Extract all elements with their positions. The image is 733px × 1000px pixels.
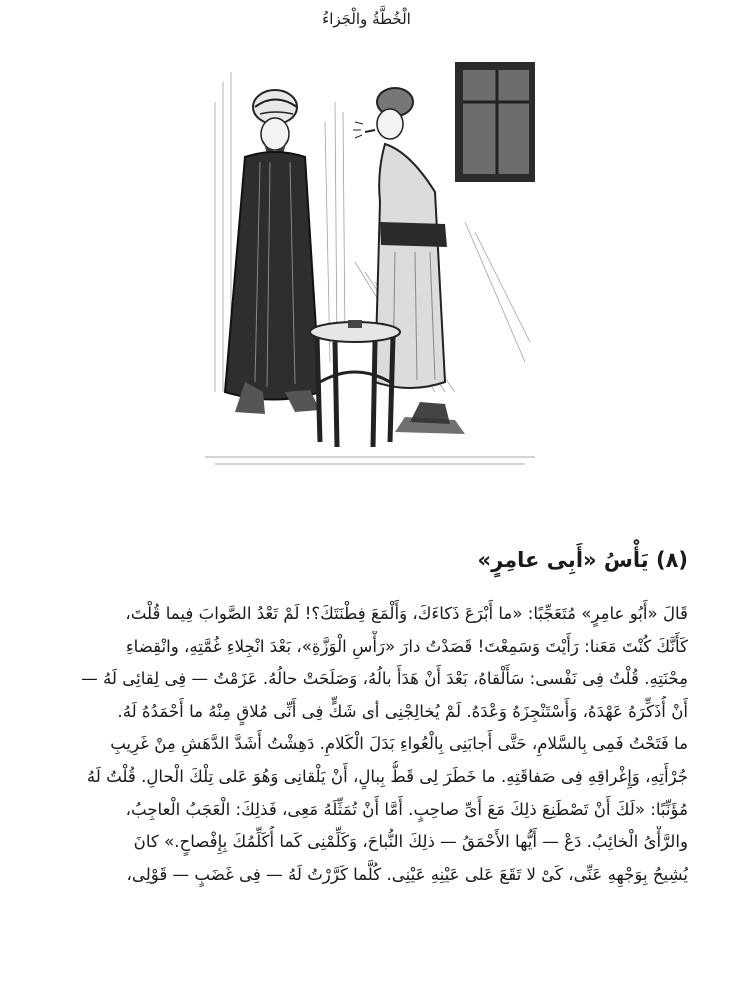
body-line: جُرْأَتِهِ، وَإِغْراقِهِ فِى صَفاقَتِهِ. ما خَطَرَ لِى قَطُّ بِبالٍ، أَنْ يَلْقانِى وَهُوَ عَلى تِلْكَ الْحالِ. قُلْتُ لَهُ: [86, 766, 688, 786]
older-man-figure: [225, 90, 320, 414]
running-header: الْخُطَّةُ والْجَزاءُ: [322, 10, 411, 28]
illustration-two-men-and-table-icon: [205, 62, 535, 470]
chapter-heading: (٨) يَأْسُ «أَبِى عامِرٍ»: [477, 548, 688, 572]
body-line: كَأَنَّكَ كُنْتَ مَعَنا: رَأَيْتَ وَسَمِعْتَ! قَصَدْتُ دارَ «رَأْسِ الْوَزَّةِ»، بَعْدَ انْجِلاءِ غُمَّتِهِ، وانْقِضاءِ: [125, 636, 688, 656]
body-line: ما فَتَحْتُ فَمِى بِالسَّلامِ، حَتَّى أَجابَنِى بِالْعُواءِ بَدَلَ الْكَلامِ. دَهِشْتُ أَشَدَّ الدَّهَشِ مِنْ غَرِيبِ: [110, 734, 688, 754]
body-line: قَالَ «أَبُو عامِرٍ» مُتَعَجِّبًا: «ما أَبْرَعَ ذَكاءَكَ، وَأَلْمَعَ فِطْنَتَكَ؟! لَمْ تَعْدُ الصَّوابَ فِيما قُلْتَ،: [125, 604, 688, 623]
body-line: يُشِيحُ بِوَجْهِهِ عَنِّى، كَىْ لا تَقَعَ عَلى عَيْنِهِ عَيْنِى. كُلَّما كَرَّرْتُ لَهُ — فِى غَضَبٍ — قَوْلِى،: [126, 864, 688, 884]
body-line: مُؤَنِّبًا: «لَكَ أَنْ تَصْطَنِعَ ذلِكَ مَعَ أَىِّ صاحِبٍ. أَمَّا أَنْ تُمَثِّلَهُ مَعِى، فَذلِكَ: الْعَجَبُ الْعاجِبُ،: [125, 799, 688, 819]
body-paragraph: [43, 598, 688, 891]
body-line: أَنْ أُذَكِّرَهُ عَهْدَهُ، وَأَسْتَنْجِزَهُ وَعْدَهُ. لَمْ يُخالِجْنِى أى شَكٍّ فِى أَنِّى مُلاقٍ مِنْهُ ما أَحْمَدُهُ لَهُ.: [117, 701, 688, 721]
body-line: والرَّأْىُ الْخائِبُ. دَعْ — أَيُّها الأَحْمَقُ — ذلِكَ النُّباحَ، وَكَلِّمْنِى كَما أُكَلِّمُكَ بِإِفْصاحٍ.» كانَ: [133, 832, 688, 852]
window-shape: [455, 62, 535, 182]
body-line: مِحْنَتِهِ. قُلْتُ فِى نَفْسى: سَأَلْقاهُ، بَعْدَ أَنْ هَدَأَ بالُهُ، وَصَلَحَتْ حالُهُ. عَزَمْتُ — فِى لِقائِى لَهُ —: [81, 669, 688, 689]
